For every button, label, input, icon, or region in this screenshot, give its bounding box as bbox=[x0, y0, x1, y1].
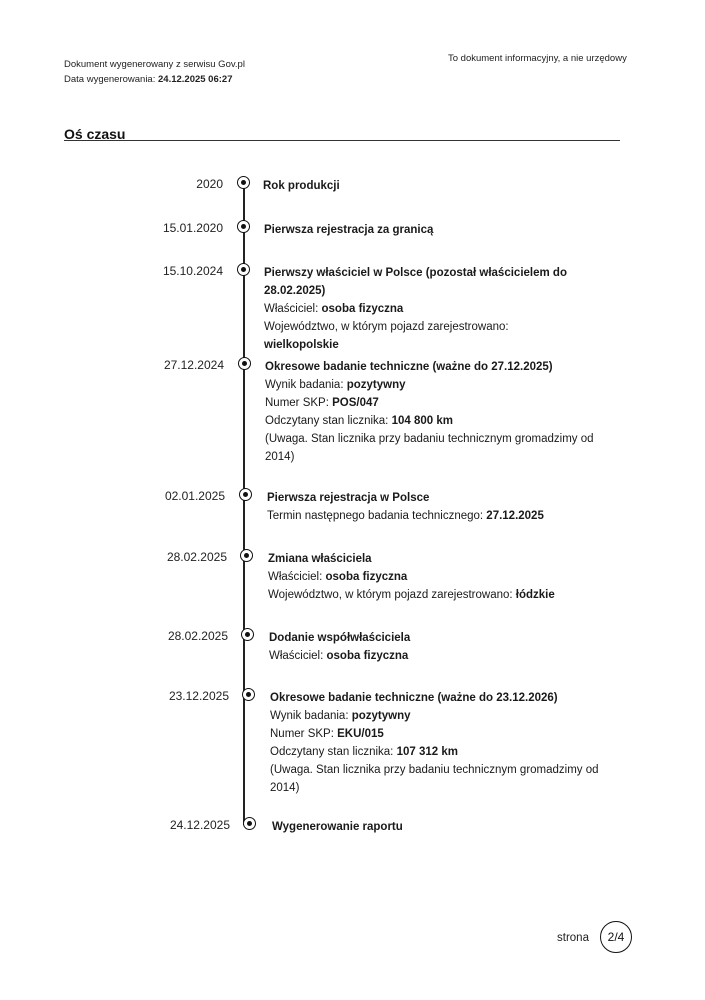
event-title: Okresowe badanie techniczne (ważne do 27.12.2025) bbox=[265, 361, 553, 373]
page-label: strona bbox=[557, 932, 589, 944]
event-detail-line bbox=[270, 743, 600, 761]
event-title: Pierwszy właściciel w Polsce (pozostał właścicielem do 28.02.2025) bbox=[264, 267, 567, 297]
event-details bbox=[264, 264, 584, 354]
detail-value: 107 312 km bbox=[396, 746, 458, 758]
generated-label: Data wygenerowania: bbox=[64, 74, 156, 85]
timeline-dot-icon bbox=[242, 688, 255, 701]
event-title: Pierwsza rejestracja za granicą bbox=[264, 224, 434, 236]
event-title: Pierwsza rejestracja w Polsce bbox=[267, 492, 430, 504]
timeline-line bbox=[243, 182, 245, 825]
event-title: Okresowe badanie techniczne (ważne do 23.12.2026) bbox=[270, 692, 558, 704]
detail-value: pozytywny bbox=[346, 379, 406, 391]
event-detail-line bbox=[265, 412, 595, 430]
event-detail-line bbox=[268, 568, 588, 586]
event-details bbox=[267, 489, 587, 525]
source-text: Dokument wygenerowany z serwisu Gov.pl bbox=[64, 59, 245, 70]
detail-label: (Uwaga. Stan licznika przy badaniu technicznym gromadzimy od 2014) bbox=[265, 433, 594, 463]
detail-value: POS/047 bbox=[332, 397, 379, 409]
timeline-dot-icon bbox=[240, 549, 253, 562]
detail-label: Odczytany stan licznika: bbox=[265, 415, 392, 427]
event-date: 2020 bbox=[196, 177, 223, 191]
event-detail-line bbox=[264, 318, 584, 354]
event-date: 15.10.2024 bbox=[162, 264, 223, 278]
event-detail-line bbox=[267, 507, 587, 525]
detail-value: wielkopolskie bbox=[264, 339, 339, 351]
detail-label: Numer SKP: bbox=[270, 728, 338, 740]
detail-value: łódzkie bbox=[515, 589, 555, 601]
detail-value: osoba fizyczna bbox=[326, 650, 409, 662]
timeline-dot-icon bbox=[237, 176, 250, 189]
timeline-dot-icon bbox=[239, 488, 252, 501]
section-title: Oś czasu bbox=[64, 126, 126, 142]
event-detail-line bbox=[270, 761, 600, 797]
event-detail-line bbox=[264, 300, 584, 318]
event-title: Wygenerowanie raportu bbox=[272, 821, 403, 833]
event-date: 28.02.2025 bbox=[167, 629, 228, 643]
timeline-dot-icon bbox=[237, 263, 250, 276]
event-detail-line bbox=[270, 725, 600, 743]
event-details bbox=[269, 629, 589, 665]
detail-value: osoba fizyczna bbox=[321, 303, 404, 315]
event-date: 15.01.2020 bbox=[162, 221, 223, 235]
detail-label: Właściciel: bbox=[264, 303, 322, 315]
event-details bbox=[265, 358, 595, 466]
event-details bbox=[270, 689, 600, 797]
event-details bbox=[268, 550, 588, 604]
event-title: Rok produkcji bbox=[263, 180, 340, 192]
event-detail-line bbox=[270, 707, 600, 725]
event-title: Zmiana właściciela bbox=[268, 553, 372, 565]
detail-value: EKU/015 bbox=[337, 728, 384, 740]
detail-label: Wynik badania: bbox=[270, 710, 352, 722]
event-detail-line bbox=[268, 586, 588, 604]
detail-label: Numer SKP: bbox=[265, 397, 333, 409]
detail-label: Właściciel: bbox=[268, 571, 326, 583]
event-detail-line bbox=[265, 376, 595, 394]
detail-label: Termin następnego badania technicznego: bbox=[267, 510, 487, 522]
detail-value: osoba fizyczna bbox=[325, 571, 408, 583]
event-details bbox=[272, 818, 592, 836]
detail-value: pozytywny bbox=[351, 710, 411, 722]
detail-label: Właściciel: bbox=[269, 650, 327, 662]
detail-value: 104 800 km bbox=[391, 415, 453, 427]
event-details bbox=[264, 221, 584, 239]
event-date: 28.02.2025 bbox=[166, 550, 227, 564]
event-detail-line bbox=[265, 394, 595, 412]
timeline-dot-icon bbox=[238, 357, 251, 370]
timeline-dot-icon bbox=[237, 220, 250, 233]
event-date: 27.12.2024 bbox=[163, 358, 224, 372]
event-date: 23.12.2025 bbox=[168, 689, 229, 703]
page-number-badge: 2/4 bbox=[600, 921, 632, 953]
detail-label: Odczytany stan licznika: bbox=[270, 746, 397, 758]
detail-label: Województwo, w którym pojazd zarejestrowano: bbox=[268, 589, 516, 601]
timeline-dot-icon bbox=[243, 817, 256, 830]
detail-label: (Uwaga. Stan licznika przy badaniu technicznym gromadzimy od 2014) bbox=[270, 764, 599, 794]
document-notice: To dokument informacyjny, a nie urzędowy bbox=[448, 53, 627, 64]
event-date: 02.01.2025 bbox=[164, 489, 225, 503]
detail-label: Wynik badania: bbox=[265, 379, 347, 391]
timeline-dot-icon bbox=[241, 628, 254, 641]
detail-label: Województwo, w którym pojazd zarejestrowano: bbox=[264, 321, 509, 333]
event-date: 24.12.2025 bbox=[169, 818, 230, 832]
event-detail-line bbox=[265, 430, 595, 466]
event-detail-line bbox=[269, 647, 589, 665]
generated-value: 24.12.2025 06:27 bbox=[158, 74, 233, 85]
event-details bbox=[263, 177, 583, 195]
detail-value: 27.12.2025 bbox=[486, 510, 544, 522]
event-title: Dodanie współwłaściciela bbox=[269, 632, 411, 644]
